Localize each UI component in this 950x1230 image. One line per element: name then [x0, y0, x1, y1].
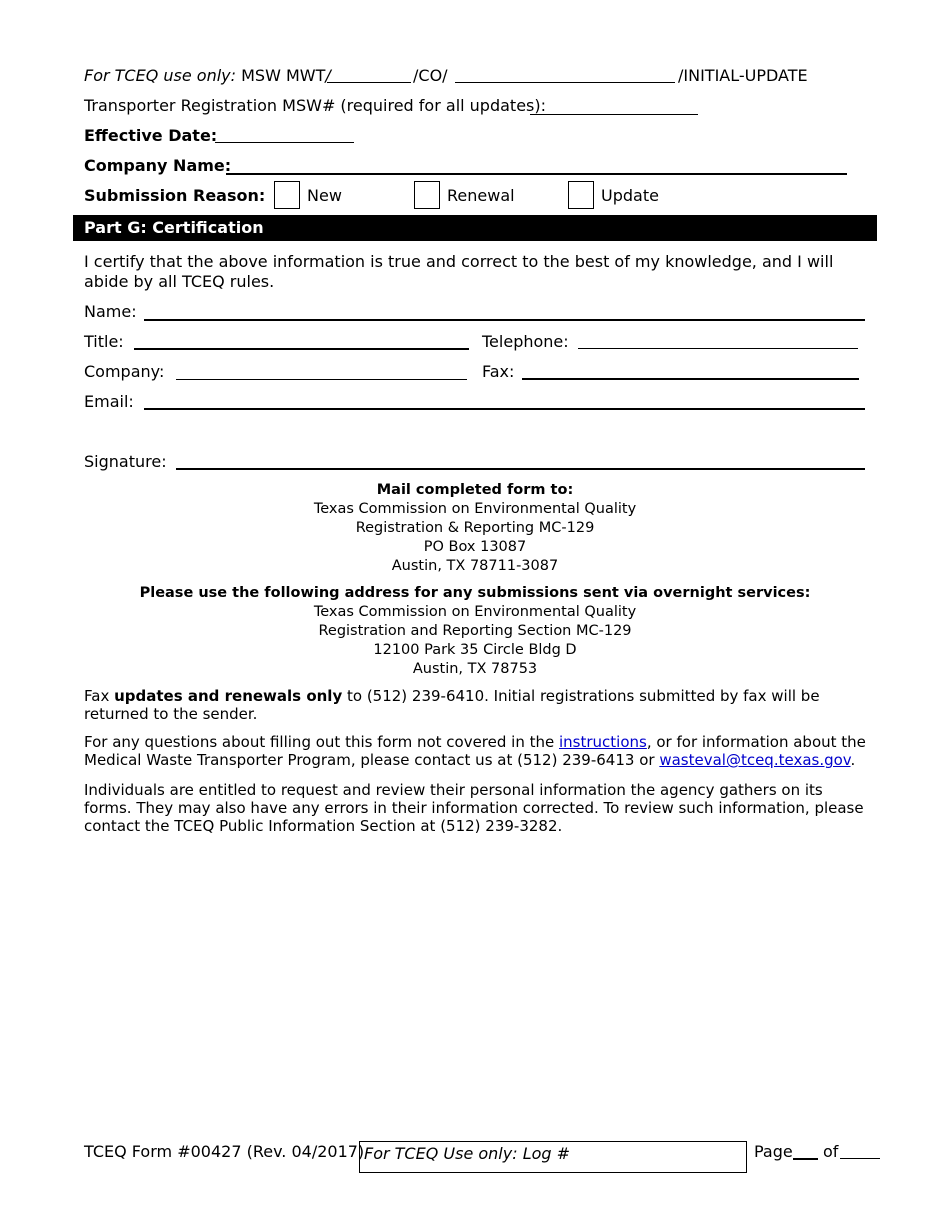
overnight-address-line: Texas Commission on Environmental Quality: [313, 604, 637, 620]
questions-note: [84, 733, 869, 769]
overnight-heading: Please use the following address for any submissions sent via overnight services:: [139, 585, 811, 601]
page-label: Page: [754, 1142, 793, 1161]
overnight-address-line: Registration and Reporting Section MC-129: [318, 623, 632, 639]
company-name-field[interactable]: [226, 173, 847, 175]
privacy-note: Individuals are entitled to request and review their personal information the agency gathers on its forms. They may also have any errors in their information corrected. To review such information, please contact the TCEQ Public Information Section at (512) 239-3282.: [84, 781, 864, 835]
instructions-link[interactable]: instructions: [559, 733, 647, 751]
title-field[interactable]: [134, 348, 469, 350]
signature-label: Signature:: [84, 452, 167, 471]
submission-reason-label: Submission Reason:: [84, 186, 266, 205]
update-option-label: Update: [601, 186, 659, 205]
mail-address-line: Austin, TX 78711-3087: [391, 558, 559, 574]
email-link[interactable]: wasteval@tceq.texas.gov: [659, 751, 851, 769]
effective-date-field[interactable]: [215, 142, 354, 143]
name-field[interactable]: [144, 319, 865, 321]
telephone-field[interactable]: [578, 348, 858, 349]
new-option-label: New: [307, 186, 342, 205]
signature-field[interactable]: [176, 468, 865, 470]
fax-label: Fax:: [482, 362, 515, 381]
fax-field[interactable]: [522, 378, 859, 380]
initial-update-label: /INITIAL-UPDATE: [678, 66, 808, 85]
part-g-section-header: Part G: Certification: [73, 215, 877, 241]
fax-note-prefix: Fax: [84, 687, 115, 705]
renewal-checkbox[interactable]: [414, 181, 440, 209]
overnight-address-line: Austin, TX 78753: [412, 661, 538, 677]
transporter-label: Transporter Registration MSW# (required for all updates):: [84, 96, 547, 115]
log-number-label: For TCEQ Use only: Log #: [364, 1144, 571, 1163]
msw-slash: /: [325, 66, 331, 85]
fax-note-emphasis: updates and renewals only: [114, 687, 343, 705]
effective-date-label: Effective Date:: [84, 126, 218, 145]
name-label: Name:: [84, 302, 137, 321]
mail-address-line: Texas Commission on Environmental Quality: [313, 501, 637, 517]
questions-suffix: .: [850, 751, 856, 769]
mail-address-line: Registration & Reporting MC-129: [355, 520, 595, 536]
page-number-field[interactable]: [793, 1158, 818, 1160]
of-label: of: [823, 1142, 839, 1161]
msw-number-field[interactable]: [327, 82, 411, 83]
tceq-use-line: [84, 66, 331, 86]
fax-note: [84, 687, 869, 723]
co-label: /CO/: [413, 66, 448, 85]
fax-note-suffix: to (512) 239-6410. Initial registrations submitted by fax will be returned to the sender.: [84, 687, 820, 723]
email-label: Email:: [84, 392, 134, 411]
mail-address-line: PO Box 13087: [423, 539, 527, 555]
company-name-label: Company Name:: [84, 156, 232, 175]
company-field[interactable]: [176, 379, 467, 380]
transporter-msw-field[interactable]: [530, 114, 698, 115]
certify-statement: I certify that the above information is true and correct to the best of my knowledge, and I will abide by all TCEQ rules.: [84, 252, 834, 291]
page-total-field[interactable]: [840, 1158, 880, 1159]
questions-middle: , or for information about the Medical Waste Transporter Program, please contact us at (512) 239-6413 or: [84, 733, 866, 769]
company-label: Company:: [84, 362, 165, 381]
questions-prefix: For any questions about filling out this form not covered in the: [84, 733, 559, 751]
new-checkbox[interactable]: [274, 181, 300, 209]
title-label: Title:: [84, 332, 124, 351]
msw-mwt-label: MSW MWT: [241, 66, 326, 85]
telephone-label: Telephone:: [482, 332, 569, 351]
overnight-address-line: 12100 Park 35 Circle Bldg D: [373, 642, 577, 658]
log-number-box[interactable]: [359, 1141, 747, 1173]
form-number: TCEQ Form #00427 (Rev. 04/2017): [84, 1142, 365, 1161]
co-number-field[interactable]: [455, 82, 675, 83]
email-field[interactable]: [144, 408, 865, 410]
update-checkbox[interactable]: [568, 181, 594, 209]
renewal-option-label: Renewal: [447, 186, 515, 205]
tceq-use-label: For TCEQ use only:: [84, 66, 237, 85]
mail-heading: Mail completed form to:: [376, 482, 574, 498]
